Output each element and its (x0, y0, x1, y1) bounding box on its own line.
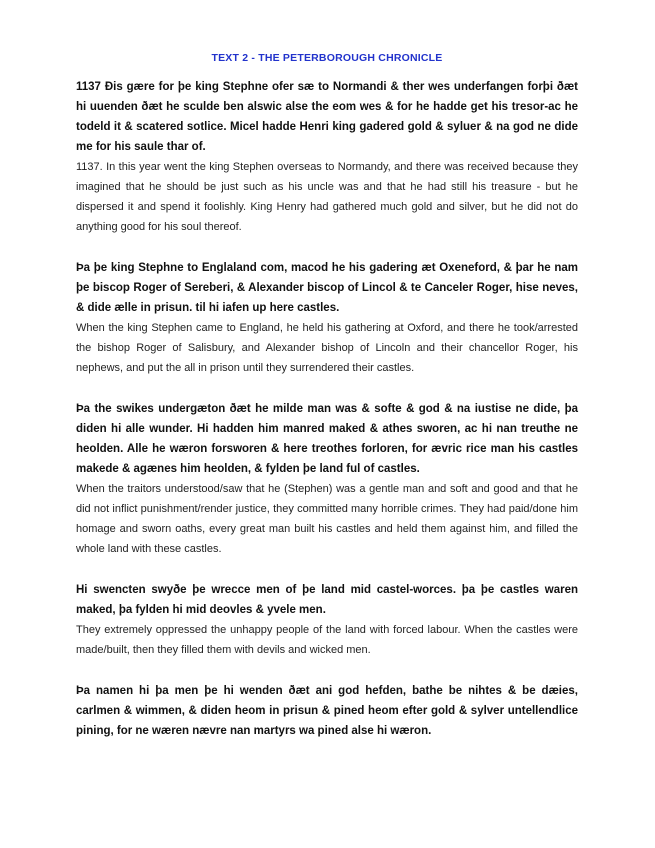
section-2 (76, 258, 578, 378)
original-text: Hi swencten swyðe þe wrecce men of þe land mid castel-worces. þa þe castles waren maked, þa fylden hi mid deovles & yvele men. (76, 584, 578, 616)
translation-text: 1137. In this year went the king Stephen overseas to Normandy, and there was received because they imagined that he should be just such as his uncle was and that he had still his treasure - but he dispersed it and spend it foolishly. King Henry had gathered much gold and silver, but he did not do anything good for his soul thereof. (76, 161, 578, 233)
section-1 (76, 77, 578, 237)
document-title: TEXT 2 - THE PETERBOROUGH CHRONICLE (211, 52, 443, 64)
translation-text: When the traitors understood/saw that he (Stephen) was a gentle man and soft and good and that he did not inflict punishment/render justice, they committed many horrible crimes. They had paid/done him homage and sworn oaths, every great man built his castles and held them against him, and filled the whole land with these castles. (76, 483, 578, 555)
original-text: 1137 Ðis gære for þe king Stephne ofer sæ to Normandi & ther wes underfangen forþi ðæt hi uuenden ðæt he sculde ben alswic alse the eom wes & for he hadde get his tresor-ac he todeld it & scatered sotlice. Micel hadde Henri king gadered gold & syluer & na god ne dide me for his saule thar of. (76, 81, 578, 153)
section-4 (76, 580, 578, 660)
original-text: Þa namen hi þa men þe hi wenden ðæt ani god hefden, bathe be nihtes & be dæies, carlmen & wimmen, & diden heom in prisun & pined heom efter gold & sylver untellendlice pining, for ne wæren nævre nan martyrs wa pined alse hi wæron. (76, 685, 578, 737)
section-5 (76, 681, 578, 741)
original-text: Þa þe king Stephne to Englaland com, macod he his gadering æt Oxeneford, & þar he nam þe biscop Roger of Sereberi, & Alexander biscop of Lincol & te Canceler Roger, hise neves, & dide ælle in prisun. til hi iafen up here castles. (76, 262, 578, 314)
original-text: Þa the swikes undergæton ðæt he milde man was & softe & god & na iustise ne dide, þa diden hi alle wunder. Hi hadden him manred maked & athes sworen, ac hi nan treuthe ne heolden. Alle he wæron forsworen & here treothes forloren, for ævric rice man his castles makede & agænes him heolden, & fylden þe land ful of castles. (76, 403, 578, 475)
document-page (76, 52, 578, 762)
translation-text: They extremely oppressed the unhappy people of the land with forced labour. When the castles were made/built, then they filled them with devils and wicked men. (76, 624, 578, 656)
section-3 (76, 399, 578, 559)
translation-text: When the king Stephen came to England, he held his gathering at Oxford, and there he took/arrested the bishop Roger of Salisbury, and Alexander bishop of Lincoln and their chancellor Roger, his nephews, and put the all in prison until they surrendered their castles. (76, 322, 578, 374)
